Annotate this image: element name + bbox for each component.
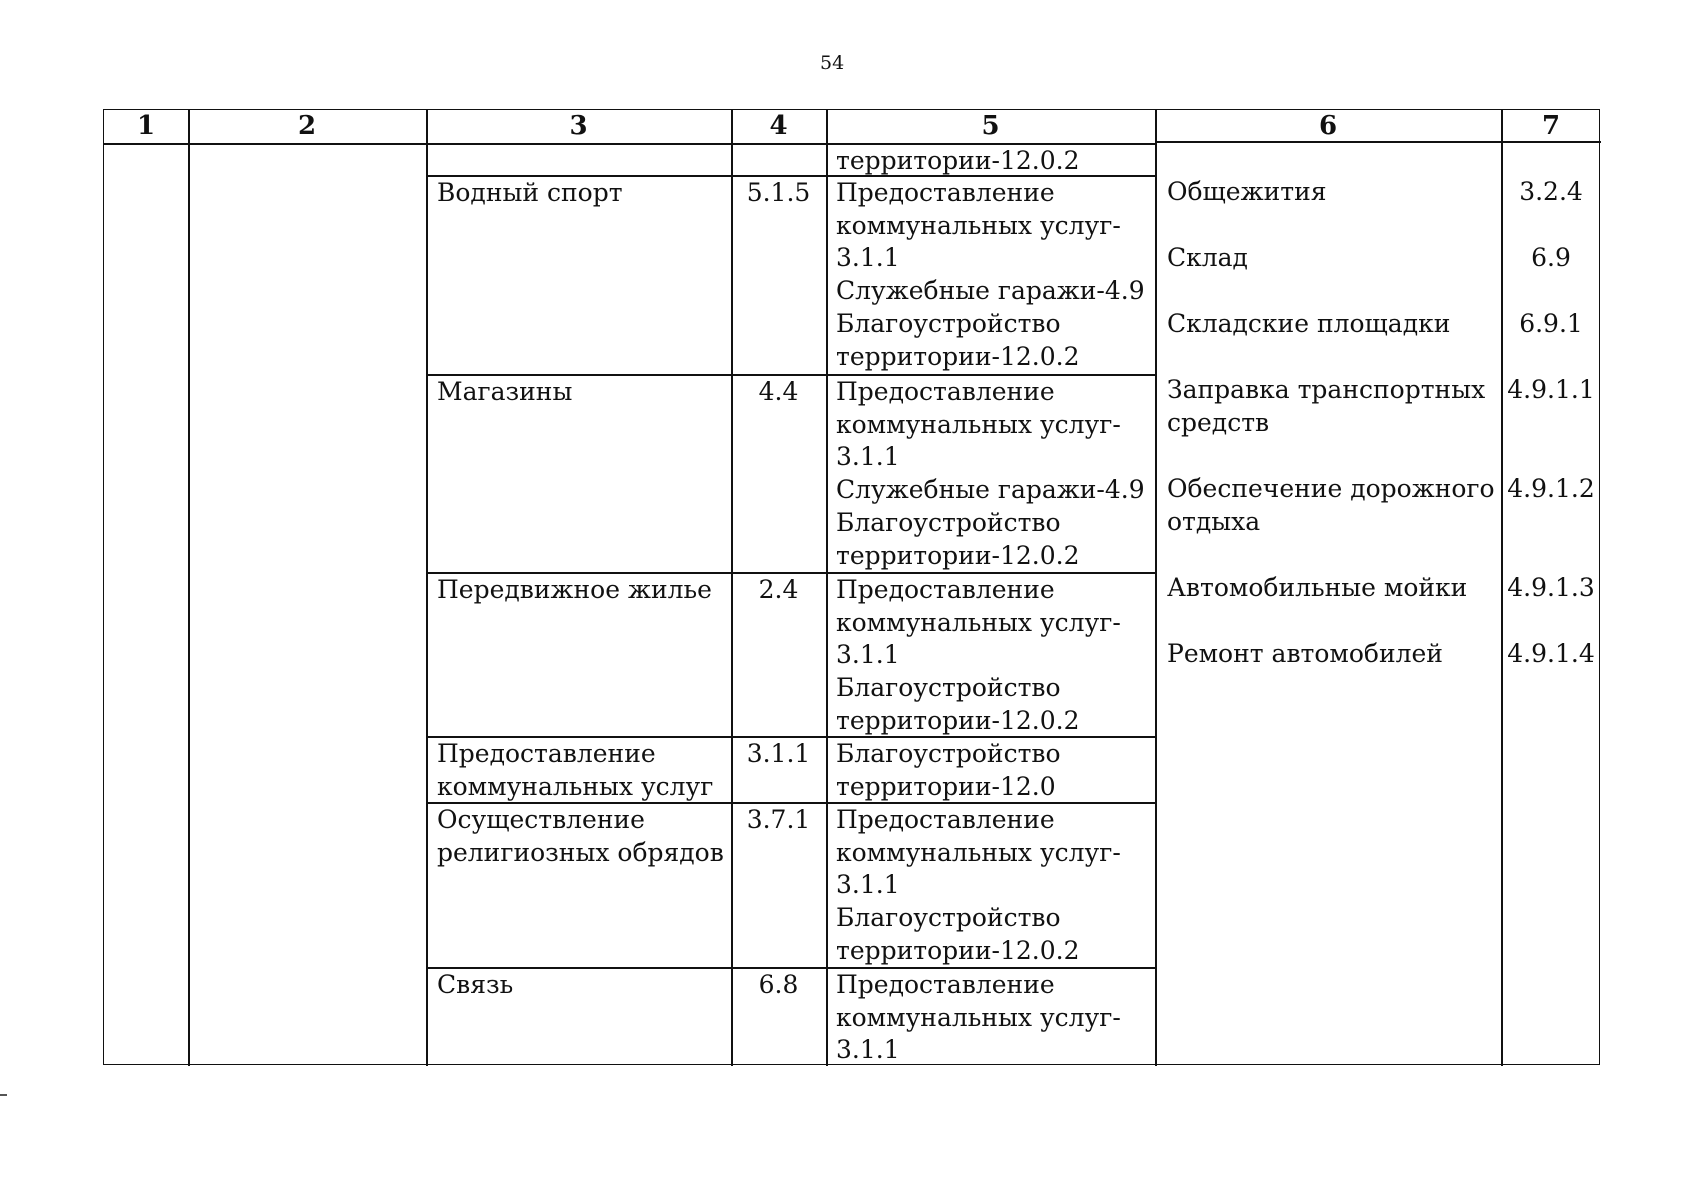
use-name-cell: Предоставление коммунальных услуг bbox=[437, 739, 714, 801]
header-col-6: 6 bbox=[1318, 111, 1338, 141]
use-name-cell: Связь bbox=[437, 970, 514, 999]
conditional-use-code: 6.9 bbox=[1531, 243, 1571, 272]
related-use-cell: Предоставление коммунальных услуг- 3.1.1 Благоустройство территории-12.0.2 bbox=[836, 575, 1121, 735]
conditional-use-name: Заправка транспортных средств bbox=[1167, 375, 1486, 437]
grid-line bbox=[826, 110, 828, 1066]
conditional-use-name: Складские площадки bbox=[1167, 309, 1451, 338]
related-use-cell: Благоустройство территории-12.0 bbox=[836, 739, 1061, 801]
conditional-use-code: 4.9.1.3 bbox=[1507, 573, 1595, 602]
header-col-3: 3 bbox=[569, 111, 588, 141]
related-use-cell: территории-12.0.2 bbox=[836, 146, 1080, 175]
conditional-use-code: 3.2.4 bbox=[1519, 177, 1583, 206]
use-name-cell: Магазины bbox=[437, 377, 573, 406]
use-code-cell: 3.7.1 bbox=[746, 805, 811, 834]
conditional-use-name: Обеспечение дорожного отдыха bbox=[1167, 474, 1495, 536]
related-use-cell: Предоставление коммунальных услуг- 3.1.1 Благоустройство территории-12.0.2 bbox=[836, 805, 1121, 965]
conditional-use-code: 4.9.1.4 bbox=[1507, 639, 1595, 668]
header-col-5: 5 bbox=[981, 111, 1000, 141]
permitted-use-table bbox=[103, 109, 1600, 1065]
header-divider bbox=[1155, 141, 1601, 143]
use-name-cell: Передвижное жилье bbox=[437, 575, 712, 604]
related-use-cell: Предоставление коммунальных услуг- 3.1.1 Служебные гаражи-4.9 Благоустройство территории-12.0.2 bbox=[836, 377, 1145, 570]
use-code-cell: 5.1.5 bbox=[746, 178, 811, 207]
use-name-cell: Водный спорт bbox=[437, 178, 623, 207]
grid-line bbox=[426, 110, 428, 1066]
conditional-use-name: Автомобильные мойки bbox=[1167, 573, 1468, 602]
use-code-cell: 6.8 bbox=[758, 970, 799, 999]
conditional-use-name: Ремонт автомобилей bbox=[1167, 639, 1443, 668]
conditional-use-code: 4.9.1.1 bbox=[1507, 375, 1595, 404]
related-use-cell: Предоставление коммунальных услуг- 3.1.1 bbox=[836, 970, 1121, 1065]
conditional-use-name: Общежития bbox=[1167, 177, 1327, 206]
header-col-4: 4 bbox=[769, 111, 788, 141]
conditional-use-code: 4.9.1.2 bbox=[1507, 474, 1595, 503]
conditional-use-name: Склад bbox=[1167, 243, 1248, 272]
use-code-cell: 4.4 bbox=[758, 377, 799, 406]
header-col-1: 1 bbox=[136, 111, 156, 141]
related-use-cell: Предоставление коммунальных услуг- 3.1.1 Служебные гаражи-4.9 Благоустройство территории-12.0.2 bbox=[836, 178, 1145, 371]
scan-artifact bbox=[0, 1094, 7, 1096]
use-code-cell: 3.1.1 bbox=[746, 739, 811, 768]
use-code-cell: 2.4 bbox=[758, 575, 799, 604]
grid-line bbox=[188, 110, 190, 1066]
header-col-2: 2 bbox=[297, 111, 317, 141]
use-name-cell: Осуществление религиозных обрядов bbox=[437, 805, 724, 867]
page-number: 54 bbox=[820, 52, 845, 74]
conditional-use-code: 6.9.1 bbox=[1519, 309, 1583, 338]
header-col-7: 7 bbox=[1541, 111, 1561, 141]
